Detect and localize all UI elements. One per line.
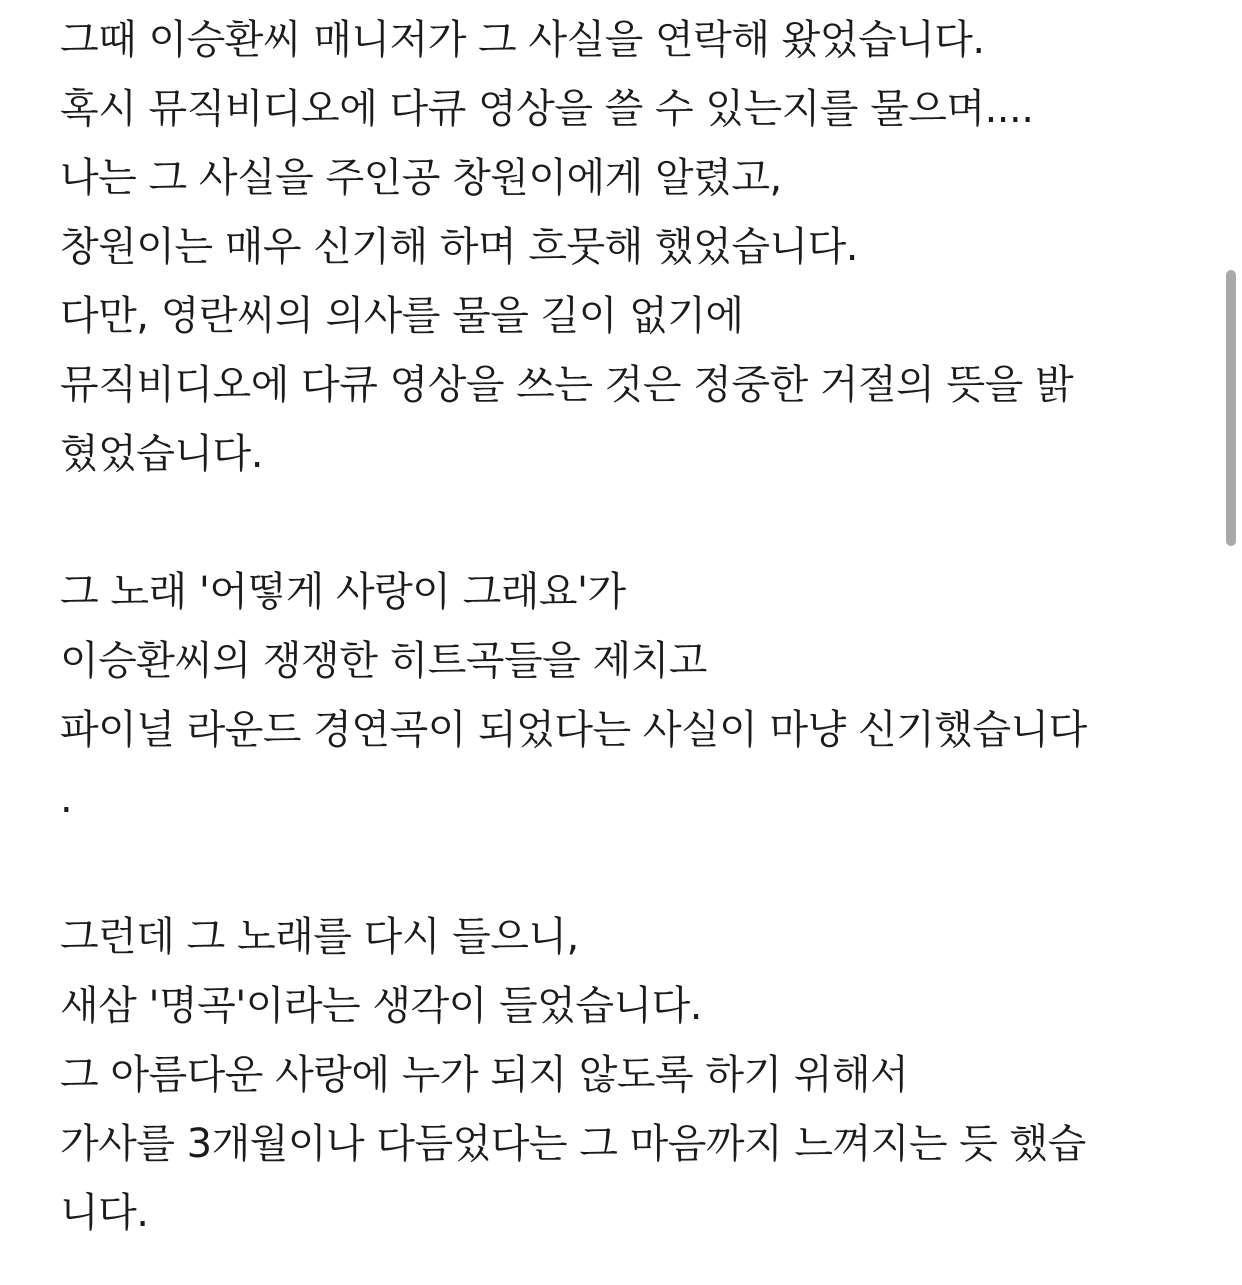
text-line: 혹시 뮤직비디오에 다큐 영상을 쓸 수 있는지를 물으며.... [60,86,1034,132]
text-line: 새삼 '명곡'이라는 생각이 들었습니다. [60,983,702,1029]
paragraph-break [60,489,1190,558]
text-line: 그 노래 '어떻게 사랑이 그래요'가 [60,569,626,615]
text-line: 그 아름다운 사랑에 누가 되지 않도록 하기 위해서 [60,1052,909,1098]
text-line: . [60,776,73,822]
text-line: 나는 그 사실을 주인공 창원이에게 알렸고, [60,155,782,201]
text-line: 니다. [60,1190,149,1236]
paragraph-break [60,834,1190,903]
text-line: 혔었습니다. [60,431,263,477]
text-line: 다만, 영란씨의 의사를 물을 길이 없기에 [60,293,744,339]
text-line: 그런데 그 노래를 다시 들으니, [60,914,579,960]
text-line: 이승환씨의 쟁쟁한 히트곡들을 제치고 [60,638,707,684]
text-line: 창원이는 매우 신기해 하며 흐뭇해 했었습니다. [60,224,858,270]
text-line: 뮤직비디오에 다큐 영상을 쓰는 것은 정중한 거절의 뜻을 밝 [60,362,1074,408]
text-line: 그때 이승환씨 매니저가 그 사실을 연락해 왔었습니다. [60,17,985,63]
article-body [60,6,1190,1248]
text-line: 가사를 3개월이나 다듬었다는 그 마음까지 느껴지는 듯 했습 [60,1121,1086,1167]
text-line: 파이널 라운드 경연곡이 되었다는 사실이 마냥 신기했습니다 [60,707,1087,753]
vertical-scrollbar[interactable] [1222,0,1242,1285]
scrollbar-thumb[interactable] [1226,270,1236,546]
